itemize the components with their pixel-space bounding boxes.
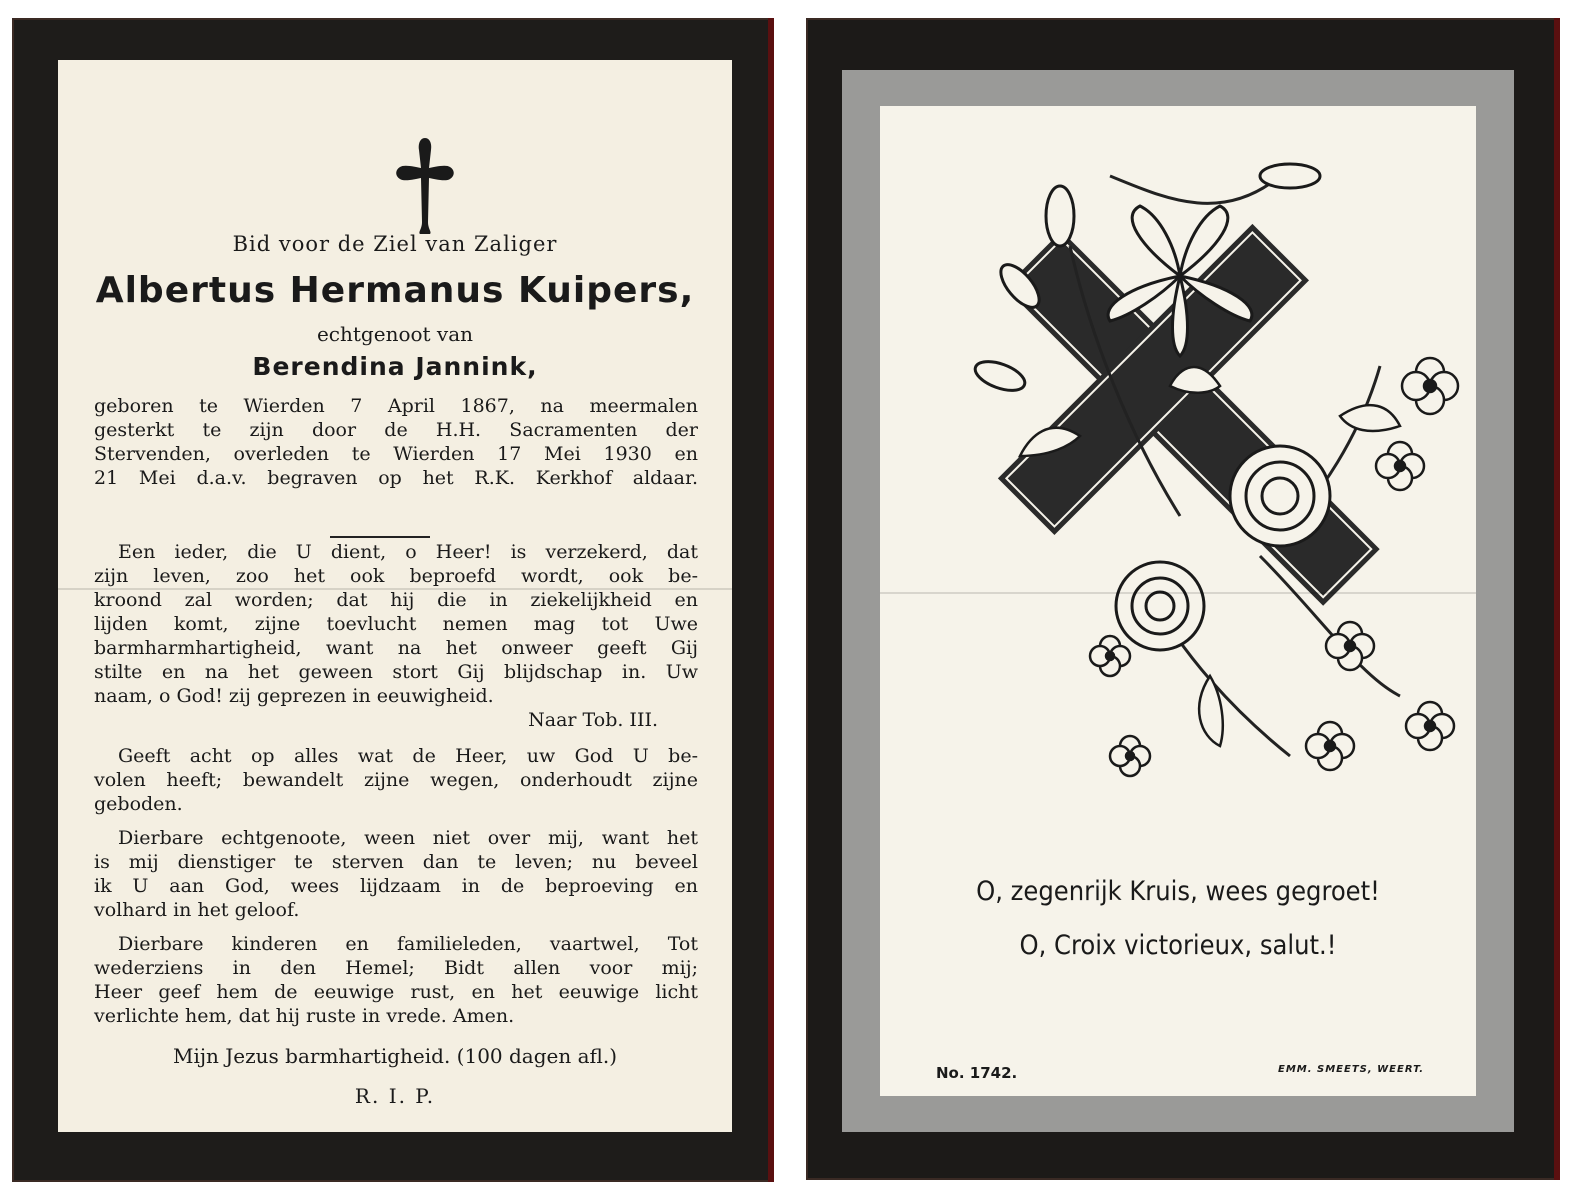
divider bbox=[330, 536, 430, 538]
prayer-line: Een ieder, die U dient, o Heer! is verzekerd, dat bbox=[118, 541, 698, 563]
card-edge bbox=[1554, 18, 1560, 1180]
indulgence-text: Mijn Jezus barmhartigheid. (100 dagen afl.) bbox=[172, 1044, 618, 1068]
spouse-label: echtgenoot van bbox=[316, 322, 474, 346]
fold-crease bbox=[880, 592, 1476, 594]
prayer-line: is mij dienstiger te sterven dan te leven; nu beveel bbox=[94, 851, 698, 873]
prayer-line: stilte en na het geween stort Gij blijdschap in. Uw bbox=[94, 661, 698, 683]
card-text-panel bbox=[58, 60, 732, 1132]
prayer-line: Dierbare echtgenoote, ween niet over mij, want het bbox=[118, 827, 698, 849]
card-number: No. 1742. bbox=[936, 1064, 1018, 1082]
prayer-source: Naar Tob. III. bbox=[528, 709, 658, 731]
prayer-line: Dierbare kinderen en familieleden, vaartwel, Tot bbox=[118, 933, 698, 955]
prayer-line: geboden. bbox=[94, 793, 183, 815]
prayer-line: verlichte hem, dat hij ruste in vrede. Amen. bbox=[94, 1005, 515, 1027]
bio-line: Stervenden, overleden te Wierden 17 Mei 1930 en bbox=[94, 443, 698, 465]
spouse-name: Berendina Jannink, bbox=[252, 352, 538, 381]
printer-mark: EMM. SMEETS, WEERT. bbox=[1278, 1064, 1424, 1075]
fold-crease bbox=[58, 588, 732, 590]
motto-dutch: O, zegenrijk Kruis, wees gegroet! bbox=[976, 876, 1380, 907]
prayer-line: Geeft acht op alles wat de Heer, uw God U be- bbox=[118, 745, 698, 767]
cross-with-flowers-illustration bbox=[960, 136, 1460, 796]
rip-text: R. I. P. bbox=[354, 1084, 436, 1108]
prayer-line: Heer geef hem de eeuwige rust, en het eeuwige licht bbox=[94, 981, 698, 1003]
prayer-line: wederziens in den Hemel; Bidt allen voor mij; bbox=[94, 957, 698, 979]
prayer-line: zijn leven, zoo het ook beproefd wordt, ook be- bbox=[94, 565, 698, 587]
memorial-card-left bbox=[12, 18, 774, 1182]
prayer-line: kroond zal worden; dat hij die in ziekelijkheid en bbox=[94, 589, 698, 611]
card-edge bbox=[768, 18, 774, 1182]
prayer-line: lijden komt, zijne toevlucht nemen mag tot Uwe bbox=[94, 613, 698, 635]
cross-icon bbox=[394, 136, 456, 236]
memorial-card-right bbox=[806, 18, 1560, 1180]
bio-line: 21 Mei d.a.v. begraven op het R.K. Kerkhof aldaar. bbox=[94, 467, 698, 489]
intro-text: Bid voor de Ziel van Zaliger bbox=[232, 232, 558, 256]
illustration-panel bbox=[880, 106, 1476, 1096]
bio-line: gesterkt te zijn door de H.H. Sacramenten der bbox=[94, 419, 698, 441]
prayer-line: naam, o God! zij geprezen in eeuwigheid. bbox=[94, 685, 494, 707]
motto-french: O, Croix victorieux, salut.! bbox=[1019, 930, 1337, 961]
bio-line: geboren te Wierden 7 April 1867, na meermalen bbox=[94, 395, 698, 417]
deceased-name: Albertus Hermanus Kuipers, bbox=[95, 270, 695, 311]
prayer-line: ik U aan God, wees lijdzaam in de beproeving en bbox=[94, 875, 698, 897]
prayer-line: barmharmhartigheid, want na het onweer geeft Gij bbox=[94, 637, 698, 659]
prayer-line: volhard in het geloof. bbox=[94, 899, 300, 921]
prayer-line: volen heeft; bewandelt zijne wegen, onderhoudt zijne bbox=[94, 769, 698, 791]
